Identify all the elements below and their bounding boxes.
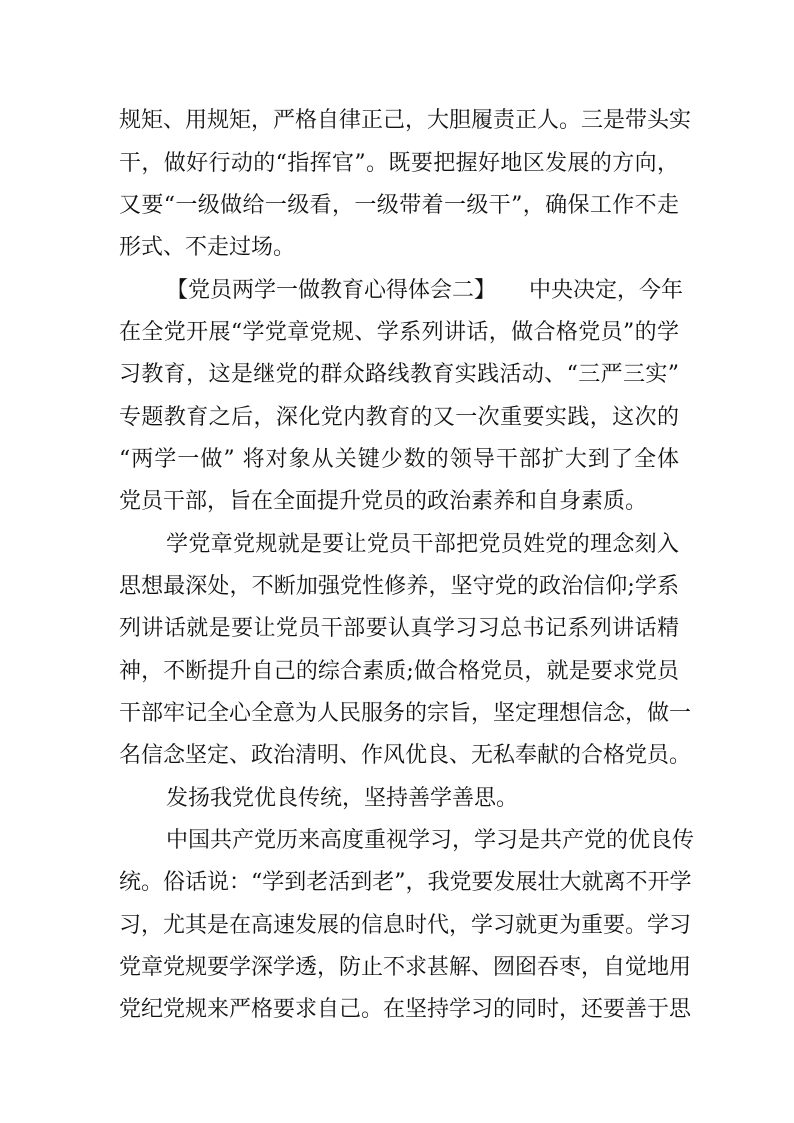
text-line: 党员干部，旨在全面提升党员的政治素养和自身素质。 <box>119 489 648 514</box>
text-line: 学党章党规就是要让党员干部把党员姓党的理念刻入 <box>166 532 679 557</box>
text-line: 党纪党规来严格要求自己。在坚持学习的同时，还要善于思 <box>119 997 692 1022</box>
text-line: 思想最深处，不断加强党性修养，坚守党的政治信仰;学系 <box>119 574 679 599</box>
text-line: 中国共产党历来高度重视学习，学习是共产党的优良传 <box>166 828 695 853</box>
text-line: 干部牢记全心全意为人民服务的宗旨，坚定理想信念，做一 <box>119 701 692 726</box>
text-line: 列讲话就是要让党员干部要认真学习习总书记系列讲话精 <box>119 616 679 641</box>
text-line: 名信念坚定、政治清明、作风优良、无私奉献的合格党员。 <box>119 743 692 768</box>
text-line: 习，尤其是在高速发展的信息时代，学习就更为重要。学习 <box>119 913 692 938</box>
text-line: “两学一做” 将对象从关键少数的领导干部扩大到了全体 <box>119 447 679 472</box>
text-line: 规矩、用规矩，严格自律正己，大胆履责正人。三是带头实 <box>119 108 692 133</box>
paragraph-heading: 发扬我党优良传统，坚持善学善思。 <box>166 786 519 811</box>
text-line: 习教育，这是继党的群众路线教育实践活动、“三严三实” <box>119 362 679 387</box>
text-line: 干，做好行动的“指挥官”。既要把握好地区发展的方向， <box>119 151 679 176</box>
text-line: 形式、不走过场。 <box>119 235 296 260</box>
text-line: 统。俗话说：“学到老活到老”，我党要发展壮大就离不开学 <box>119 870 692 895</box>
text-line: 又要“一级做给一级看，一级带着一级干”，确保工作不走 <box>119 193 679 218</box>
text-line: 在全党开展“学党章党规、学系列讲话，做合格党员”的学 <box>119 320 679 345</box>
section-heading-line: 【党员两学一做教育心得体会二】 中央决定，今年 <box>166 278 684 303</box>
text-line: 神，不断提升自己的综合素质;做合格党员，就是要求党员 <box>119 659 679 684</box>
text-line: 专题教育之后，深化党内教育的又一次重要实践，这次的 <box>119 405 679 430</box>
text-line: 党章党规要学深学透，防止不求甚解、囫囵吞枣，自觉地用 <box>119 955 692 980</box>
